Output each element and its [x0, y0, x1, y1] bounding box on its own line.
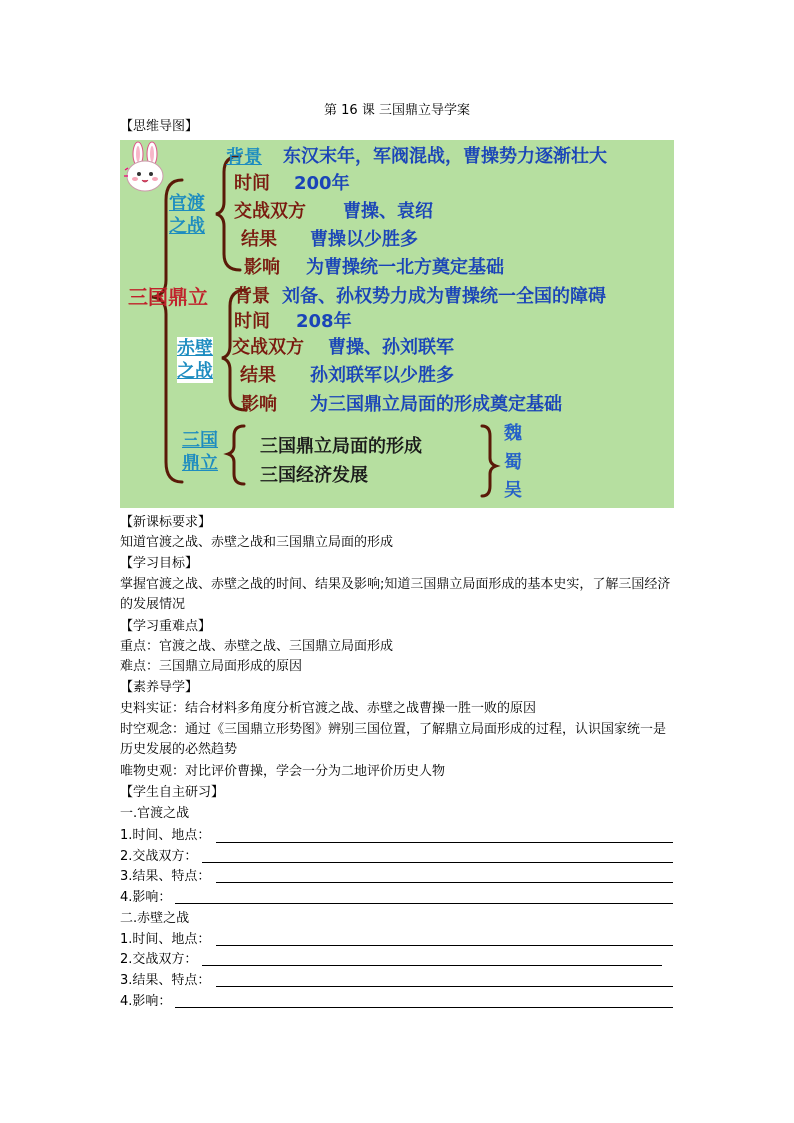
guandu-question-sides: 2.交战双方：	[120, 849, 198, 864]
bunny-mascot-icon	[120, 140, 170, 196]
guandu-background-value: 东汉末年，军阀混战，曹操势力逐渐壮大	[283, 146, 607, 167]
guandu-result-value: 曹操以少胜多	[310, 229, 418, 250]
mindmap-sanguo-label: 三国 鼎立	[182, 430, 218, 474]
study-chibi-title: 二.赤壁之战	[120, 911, 190, 926]
chibi-question-impact: 4.影响：	[120, 994, 172, 1009]
chibi-impact-key: 影响	[241, 394, 277, 415]
literacy-evidence: 史料实证：结合材料多角度分析官渡之战、赤壁之战曹操一胜一败的原因	[120, 701, 537, 716]
kingdom-wu: 吴	[504, 480, 522, 501]
standard-text: 知道官渡之战、赤壁之战和三国鼎立局面的形成	[120, 535, 394, 550]
guandu-impact-key: 影响	[244, 257, 280, 278]
page-title: 第 16 课 三国鼎立导学案	[324, 103, 470, 118]
mindmap-image	[120, 140, 674, 508]
mindmap-header: 【思维导图】	[120, 119, 199, 134]
sanguo-item-formation: 三国鼎立局面的形成	[260, 436, 422, 457]
chibi-question-sides: 2.交战双方：	[120, 952, 198, 967]
chibi-background-key: 背景	[234, 286, 270, 307]
chibi-background-value: 刘备、孙权势力成为曹操统一全国的障碍	[282, 286, 606, 307]
guandu-answer-sides[interactable]	[202, 862, 673, 863]
guandu-question-result: 3.结果、特点：	[120, 869, 211, 884]
guandu-question-time: 1.时间、地点：	[120, 828, 211, 843]
literacy-header: 【素养导学】	[120, 680, 199, 695]
chibi-time-key: 时间	[234, 311, 270, 332]
kingdom-shu: 蜀	[504, 452, 522, 473]
guandu-question-impact: 4.影响：	[120, 890, 172, 905]
literacy-materialism: 唯物史观：对比评价曹操，学会一分为二地评价历史人物	[120, 764, 446, 779]
guandu-sides-key: 交战双方	[234, 201, 306, 222]
goals-text: 掌握官渡之战、赤壁之战的时间、结果及影响;知道三国鼎立局面形成的基本史实，了解三国经济的发展情况	[120, 577, 671, 612]
chibi-impact-value: 为三国鼎立局面的形成奠定基础	[310, 394, 562, 415]
mindmap-chibi-label: 赤壁 之战	[177, 338, 213, 382]
guandu-sides-value: 曹操、袁绍	[343, 201, 433, 222]
chibi-question-time: 1.时间、地点：	[120, 932, 211, 947]
guandu-answer-impact[interactable]	[175, 903, 673, 904]
mindmap-guandu-label: 官渡 之战	[169, 193, 205, 237]
keypoints-difficult: 难点：三国鼎立局面形成的原因	[120, 659, 303, 674]
literacy-spacetime: 时空观念：通过《三国鼎立形势图》辨别三国位置，了解鼎立局面形成的过程，认识国家统一是历史发展的必然趋势	[120, 722, 667, 757]
study-header: 【学生自主研习】	[120, 785, 225, 800]
chibi-time-value: 208年	[296, 311, 352, 332]
keypoints-header: 【学习重难点】	[120, 619, 212, 634]
chibi-sides-value: 曹操、孙刘联军	[328, 337, 454, 358]
mindmap-root: 三国鼎立	[128, 285, 208, 309]
chibi-sides-key: 交战双方	[232, 337, 304, 358]
chibi-result-key: 结果	[240, 365, 276, 386]
chibi-question-result: 3.结果、特点：	[120, 973, 211, 988]
guandu-answer-time[interactable]	[216, 842, 673, 843]
chibi-answer-impact[interactable]	[175, 1007, 673, 1008]
chibi-answer-result[interactable]	[216, 986, 673, 987]
guandu-result-key: 结果	[241, 229, 277, 250]
guandu-impact-value: 为曹操统一北方奠定基础	[306, 257, 504, 278]
standard-header: 【新课标要求】	[120, 515, 212, 530]
sanguo-item-economy: 三国经济发展	[260, 465, 368, 486]
chibi-answer-sides[interactable]	[202, 965, 662, 966]
guandu-background-key: 背景	[226, 147, 262, 168]
guandu-time-value: 200年	[294, 173, 350, 194]
guandu-time-key: 时间	[234, 173, 270, 194]
chibi-result-value: 孙刘联军以少胜多	[310, 365, 454, 386]
goals-header: 【学习目标】	[120, 556, 199, 571]
keypoints-important: 重点：官渡之战、赤壁之战、三国鼎立局面形成	[120, 639, 394, 654]
study-guandu-title: 一.官渡之战	[120, 806, 190, 821]
guandu-answer-result[interactable]	[216, 882, 673, 883]
kingdom-wei: 魏	[504, 423, 522, 444]
chibi-answer-time[interactable]	[216, 945, 673, 946]
